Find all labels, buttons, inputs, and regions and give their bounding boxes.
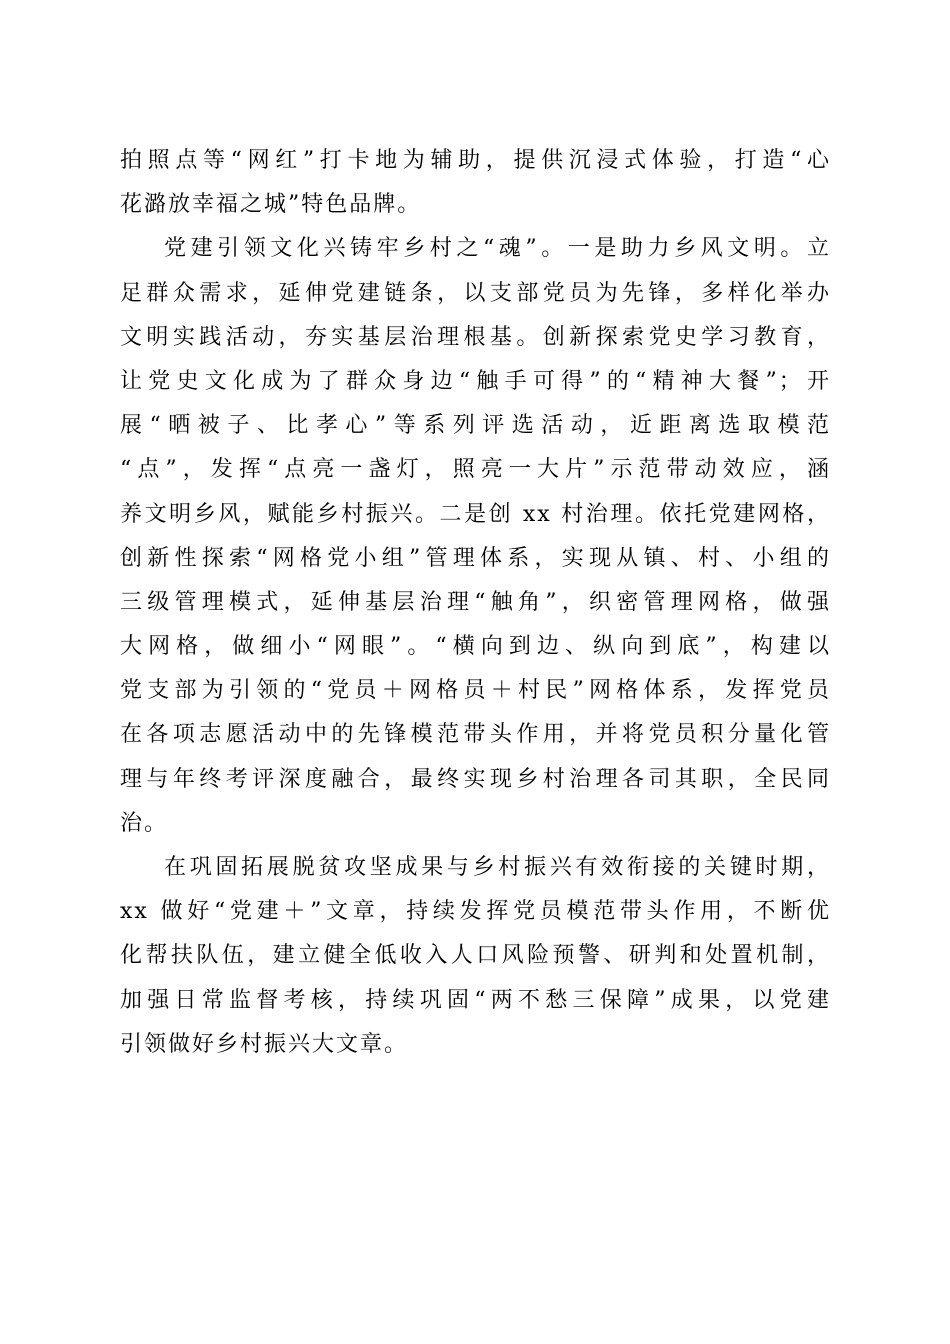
- text-line: 在巩固拓展脱贫攻坚成果与乡村振兴有效衔接的关键时期，: [164, 855, 831, 880]
- document-body: [120, 139, 831, 1067]
- text-line: 理与年终考评深度融合，最终实现乡村治理各司其职，全民同: [120, 766, 831, 792]
- text-line: 党建引领文化兴铸牢乡村之“魂”。一是助力乡风文明。立: [164, 236, 831, 262]
- text-line: 三级管理模式，延伸基层治理“触角”，织密管理网格，做强: [120, 589, 831, 615]
- text-line: 党支部为引领的“党员＋网格员＋村民”网格体系，发挥党员: [120, 678, 831, 704]
- text-line: 养文明乡风，赋能乡村振兴。二是创 xx 村治理。依托党建网格，: [120, 501, 831, 527]
- text-line: 文明实践活动，夯实基层治理根基。创新探索党史学习教育，: [120, 324, 831, 350]
- paragraph-1: [120, 139, 831, 227]
- paragraph-3: [120, 846, 831, 1067]
- text-line: 创新性探索“网格党小组”管理体系，实现从镇、村、小组的: [120, 545, 831, 571]
- text-line: 化帮扶队伍，建立健全低收入人口风险预警、研判和处置机制，: [120, 943, 831, 969]
- text-line: 引领做好乡村振兴大文章。: [120, 1031, 409, 1057]
- text-line: 足群众需求，延伸党建链条，以支部党员为先锋，多样化举办: [120, 280, 831, 306]
- paragraph-2: [120, 227, 831, 846]
- text-line: 大网格，做细小“网眼”。“横向到边、纵向到底”，构建以: [120, 634, 831, 660]
- text-line: 治。: [120, 810, 169, 836]
- text-line: 让党史文化成为了群众身边“触手可得”的“精神大餐”；开: [120, 368, 831, 394]
- text-line: 拍照点等“网红”打卡地为辅助，提供沉浸式体验，打造“心: [120, 148, 831, 173]
- text-line: 展“晒被子、比孝心”等系列评选活动，近距离选取模范: [120, 413, 831, 439]
- text-line: “点”，发挥“点亮一盏灯，照亮一大片”示范带动效应，涵: [120, 457, 831, 483]
- text-line: 花潞放幸福之城”特色品牌。: [120, 192, 422, 218]
- text-line: xx 做好“党建＋”文章，持续发挥党员模范带头作用，不断优: [120, 899, 831, 925]
- text-line: 加强日常监督考核，持续巩固“两不愁三保障”成果，以党建: [120, 987, 831, 1013]
- text-line: 在各项志愿活动中的先锋模范带头作用，并将党员积分量化管: [120, 722, 831, 748]
